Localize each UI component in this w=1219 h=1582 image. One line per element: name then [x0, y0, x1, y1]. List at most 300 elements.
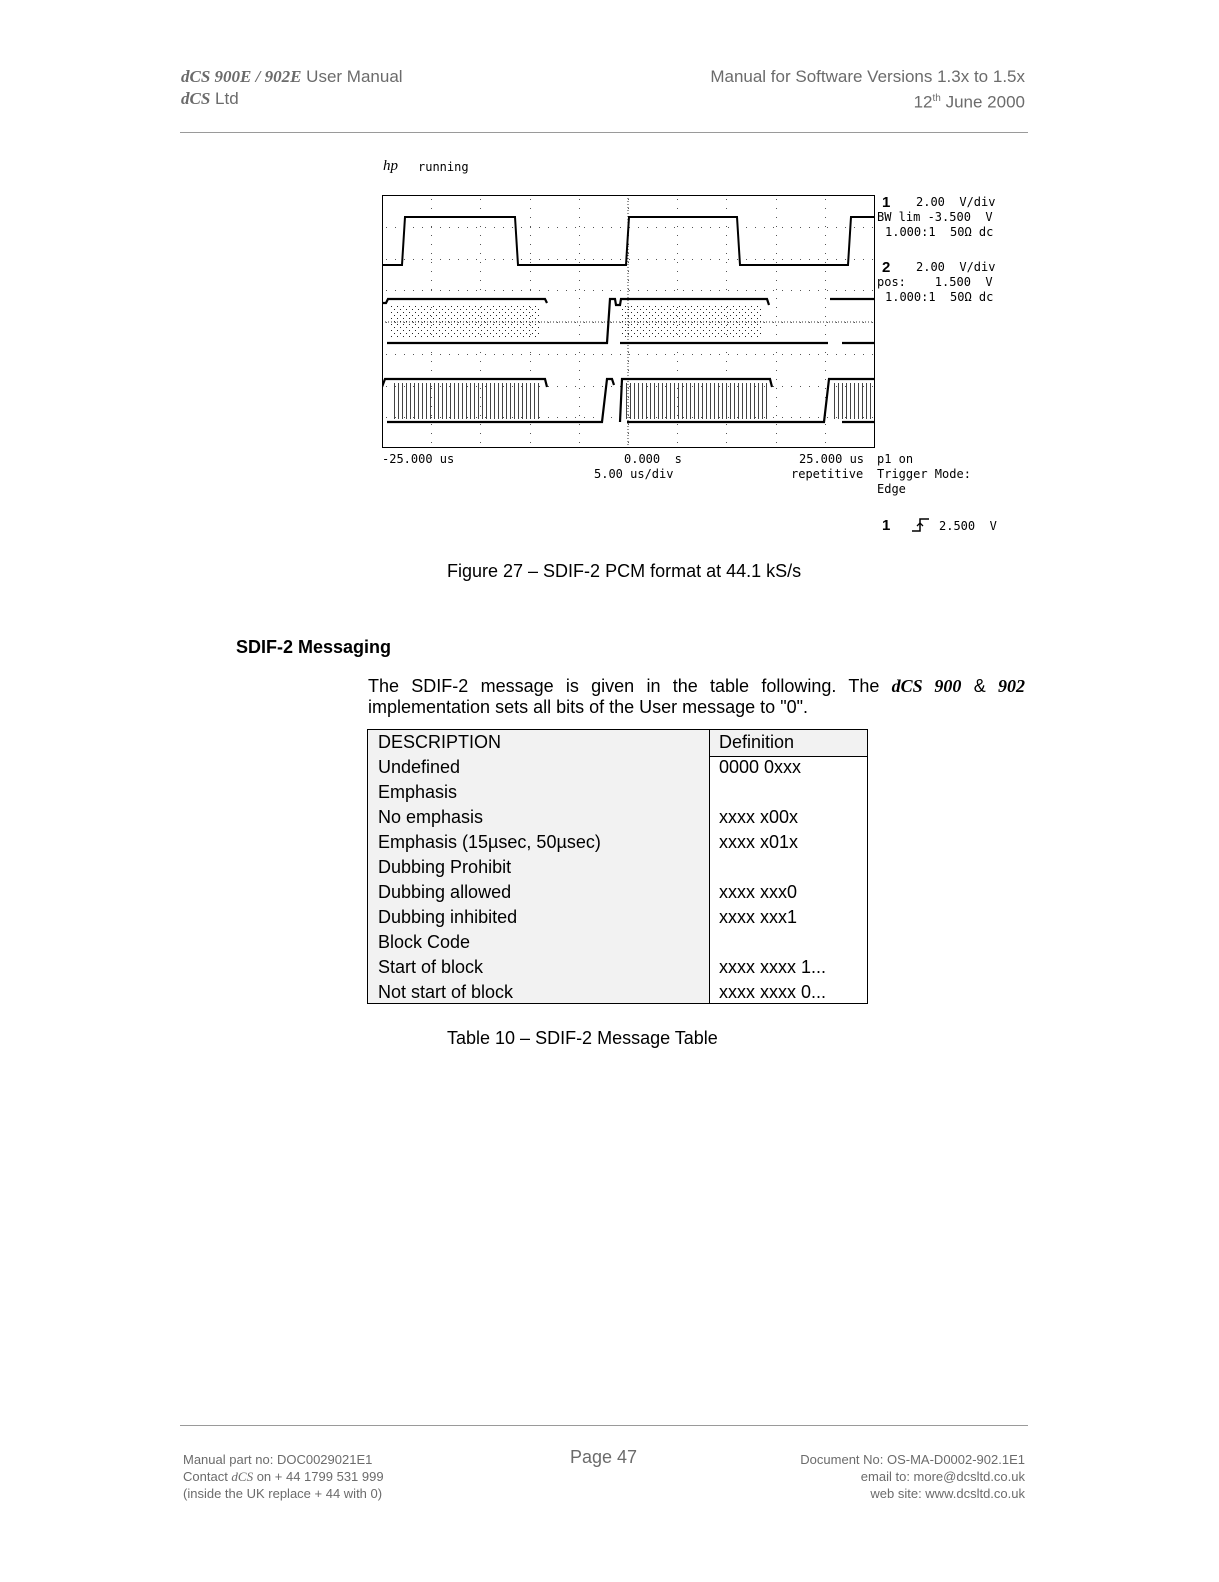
grid-dot [726, 442, 727, 443]
grid-dot [809, 227, 810, 228]
grid-dot [677, 208, 678, 209]
grid-dot [638, 290, 639, 291]
table-header-definition: Definition [719, 732, 795, 752]
grid-dot [677, 424, 678, 425]
grid-dot [809, 354, 810, 355]
grid-dot [836, 227, 837, 228]
header-title: dCS 900E / 902E User Manual [181, 67, 403, 86]
grid-dot [579, 379, 580, 380]
grid-dot [825, 244, 826, 245]
trigger-level: 2.500 V [939, 519, 997, 533]
grid-dot [719, 290, 720, 291]
grid-dot [872, 322, 873, 323]
grid-dot [575, 322, 576, 323]
grid-dot [440, 227, 441, 228]
table-header-row [368, 730, 868, 755]
grid-dot [776, 217, 777, 218]
grid-dot [485, 259, 486, 260]
grid-dot [683, 227, 684, 228]
grid-dot [825, 208, 826, 209]
table-row: No emphasis xxxx x00x [378, 807, 799, 827]
grid-dot [647, 227, 648, 228]
grid-dot [854, 322, 855, 323]
header-rule [180, 132, 1028, 133]
grid-dot [776, 298, 777, 299]
grid-dot [628, 271, 629, 272]
grid-dot [818, 259, 819, 260]
grid-dot [458, 354, 459, 355]
grid-dot [485, 290, 486, 291]
grid-dot [449, 259, 450, 260]
grid-dot [825, 379, 826, 380]
figure-caption: Figure 27 – SDIF-2 PCM format at 44.1 kS/s [447, 561, 802, 581]
grid-dot [593, 259, 594, 260]
grid-dot [579, 199, 580, 200]
grid-dot [677, 253, 678, 254]
grid-dot [530, 352, 531, 353]
grid-dot [593, 417, 594, 418]
grid-dot [530, 424, 531, 425]
table-row: Dubbing Prohibit [378, 857, 512, 877]
grid-dot [825, 289, 826, 290]
grid-dot [755, 354, 756, 355]
grid-dot [825, 388, 826, 389]
grid-dot [773, 386, 774, 387]
grid-dot [503, 259, 504, 260]
grid-dot [480, 424, 481, 425]
grid-dot [480, 442, 481, 443]
grid-dot [773, 417, 774, 418]
grid-dot [710, 290, 711, 291]
grid-dot [836, 322, 837, 323]
grid-dot [579, 235, 580, 236]
grid-dot [776, 415, 777, 416]
grid-dot [726, 289, 727, 290]
grid-dot [776, 262, 777, 263]
grid-dot [638, 227, 639, 228]
grid-dot [530, 217, 531, 218]
grid-dot [431, 424, 432, 425]
footer-email[interactable]: email to: more@dcsltd.co.uk [860, 1469, 1025, 1484]
grid-dot [776, 280, 777, 281]
grid-dot [575, 259, 576, 260]
grid-dot [458, 227, 459, 228]
grid-dot [386, 354, 387, 355]
grid-dot [476, 290, 477, 291]
grid-dot [593, 290, 594, 291]
grid-dot [557, 354, 558, 355]
grid-dot [791, 354, 792, 355]
grid-dot [656, 354, 657, 355]
grid-dot [776, 199, 777, 200]
grid-dot [628, 280, 629, 281]
grid-dot [825, 226, 826, 227]
grid-dot [480, 280, 481, 281]
grid-dot [674, 290, 675, 291]
grid-dot [656, 227, 657, 228]
grid-dot [845, 322, 846, 323]
grid-dot [579, 370, 580, 371]
grid-dot [386, 322, 387, 323]
grid-dot [726, 208, 727, 209]
grid-dot [440, 259, 441, 260]
grid-dot [872, 227, 873, 228]
grid-dot [710, 259, 711, 260]
grid-dot [665, 290, 666, 291]
grid-dot [611, 290, 612, 291]
grid-dot [818, 290, 819, 291]
grid-dot [776, 370, 777, 371]
grid-dot [413, 259, 414, 260]
grid-dot [566, 354, 567, 355]
grid-dot [701, 354, 702, 355]
grid-dot [825, 325, 826, 326]
grid-dot [431, 442, 432, 443]
grid-dot [579, 433, 580, 434]
grid-dot [579, 397, 580, 398]
grid-dot [584, 322, 585, 323]
grid-dot [530, 280, 531, 281]
table-header-description: DESCRIPTION [378, 732, 502, 752]
grid-dot [726, 253, 727, 254]
grid-dot [579, 226, 580, 227]
time-center: 0.000 s [624, 452, 682, 466]
channel-1-coupling: 1.000:1 50Ω dc [885, 225, 994, 239]
grid-dot [467, 290, 468, 291]
grid-dot [825, 199, 826, 200]
grid-dot [530, 259, 531, 260]
grid-dot [628, 199, 629, 200]
grid-dot [764, 322, 765, 323]
channel-2-trace-a [382, 299, 874, 343]
grid-dot [726, 271, 727, 272]
footer-uk-note: (inside the UK replace + 44 with 0) [183, 1486, 383, 1501]
brand-name: dCS 900E / 902E [181, 67, 302, 86]
grid-dot [579, 388, 580, 389]
grid-dot [692, 259, 693, 260]
grid-dot [827, 417, 828, 418]
grid-dot [539, 354, 540, 355]
grid-dot [764, 290, 765, 291]
grid-dot [677, 352, 678, 353]
grid-dot [579, 208, 580, 209]
grid-dot [530, 271, 531, 272]
grid-dot [825, 235, 826, 236]
grid-dot [602, 322, 603, 323]
grid-dot [458, 290, 459, 291]
header-versions: Manual for Software Versions 1.3x to 1.5x [710, 67, 1025, 86]
grid-dot [782, 354, 783, 355]
grid-dot [480, 361, 481, 362]
grid-dot [737, 290, 738, 291]
grid-dot [575, 386, 576, 387]
grid-dot [800, 259, 801, 260]
grid-dot [548, 290, 549, 291]
grid-dot [825, 253, 826, 254]
grid-dot [776, 244, 777, 245]
channel-2-trace-b [382, 379, 874, 422]
grid-dot [480, 253, 481, 254]
grid-dot [825, 307, 826, 308]
grid-dot [512, 227, 513, 228]
grid-dot [431, 226, 432, 227]
grid-dot [629, 354, 630, 355]
grid-dot [800, 290, 801, 291]
grid-dot [503, 354, 504, 355]
grid-dot [776, 316, 777, 317]
grid-dot [548, 417, 549, 418]
grid-dot [755, 290, 756, 291]
grid-dot [431, 208, 432, 209]
grid-dot [726, 370, 727, 371]
grid-dot [719, 227, 720, 228]
grid-dot [422, 354, 423, 355]
grid-dot [557, 259, 558, 260]
grid-dot [575, 227, 576, 228]
grid-dot [530, 354, 531, 355]
grid-dot [566, 386, 567, 387]
grid-dot [530, 370, 531, 371]
grid-dot [791, 322, 792, 323]
grid-dot [825, 262, 826, 263]
grid-dot [628, 370, 629, 371]
grid-dot [413, 354, 414, 355]
grid-dot [737, 259, 738, 260]
grid-dot [548, 386, 549, 387]
grid-dot [431, 289, 432, 290]
grid-dot [782, 322, 783, 323]
grid-dot [726, 352, 727, 353]
grid-dot [776, 442, 777, 443]
grid-dot [431, 253, 432, 254]
grid-dot [773, 259, 774, 260]
grid-dot [677, 280, 678, 281]
grid-dot [530, 199, 531, 200]
grid-dot [431, 290, 432, 291]
grid-dot [726, 262, 727, 263]
grid-dot [584, 227, 585, 228]
grid-dot [480, 370, 481, 371]
grid-dot [791, 290, 792, 291]
grid-dot [480, 271, 481, 272]
grid-dot [431, 354, 432, 355]
grid-dot [827, 354, 828, 355]
grid-dot [809, 417, 810, 418]
grid-dot [579, 262, 580, 263]
grid-dot [395, 354, 396, 355]
grid-dot [386, 290, 387, 291]
grid-dot [755, 259, 756, 260]
grid-dot [683, 354, 684, 355]
time-left: -25.000 us [382, 452, 455, 466]
grid-dot [611, 259, 612, 260]
grid-dot [620, 290, 621, 291]
grid-dot [431, 262, 432, 263]
grid-dot [776, 433, 777, 434]
grid-dot [480, 226, 481, 227]
grid-dot [776, 271, 777, 272]
grid-dot [863, 354, 864, 355]
grid-dot [665, 259, 666, 260]
grid-dot [584, 386, 585, 387]
grid-dot [467, 354, 468, 355]
table-row: Dubbing inhibited xxxx xxx1 [378, 907, 798, 927]
grid-dot [480, 289, 481, 290]
time-right: 25.000 us [799, 452, 865, 466]
table-row: Dubbing allowed xxxx xxx0 [378, 882, 798, 902]
grid-dot [494, 354, 495, 355]
grid-dot [863, 290, 864, 291]
grid-dot [512, 354, 513, 355]
grid-dot [480, 208, 481, 209]
grid-dot [773, 322, 774, 323]
grid-dot [818, 354, 819, 355]
grid-dot [467, 259, 468, 260]
grid-dot [431, 352, 432, 353]
grid-dot [656, 259, 657, 260]
grid-dot [480, 244, 481, 245]
grid-dot [530, 244, 531, 245]
grid-dot [677, 370, 678, 371]
grid-dot [773, 290, 774, 291]
grid-dot [638, 259, 639, 260]
grid-dot [818, 227, 819, 228]
grid-dot [872, 386, 873, 387]
grid-dot [647, 354, 648, 355]
grid-dot [395, 259, 396, 260]
table-row: Block Code [378, 932, 471, 952]
grid-dot [677, 289, 678, 290]
grid-dot [494, 227, 495, 228]
grid-dot [746, 227, 747, 228]
grid-dot [512, 259, 513, 260]
grid-dot [611, 227, 612, 228]
grid-dot [776, 253, 777, 254]
grid-dot [431, 199, 432, 200]
grid-dot [776, 325, 777, 326]
grid-dot [665, 227, 666, 228]
grid-dot [579, 325, 580, 326]
grid-dot [422, 259, 423, 260]
grid-dot [530, 290, 531, 291]
grid-dot [782, 227, 783, 228]
grid-dot [737, 354, 738, 355]
grid-dot [683, 290, 684, 291]
grid-dot [602, 290, 603, 291]
table-row: Emphasis (15µsec, 50µsec) xxxx x01x [378, 832, 799, 852]
grid-dot [683, 259, 684, 260]
grid-dot [726, 280, 727, 281]
grid-dot [485, 227, 486, 228]
grid-dot [584, 290, 585, 291]
grid-dot [728, 354, 729, 355]
footer-doc-no: Document No: OS-MA-D0002-902.1E1 [800, 1452, 1025, 1467]
trigger-channel: 1 [882, 517, 891, 534]
grid-dot [575, 290, 576, 291]
grid-dot [503, 290, 504, 291]
grid-dot [440, 290, 441, 291]
header-company: dCS Ltd [181, 89, 239, 108]
footer-rule [180, 1425, 1028, 1426]
grid-dot [530, 262, 531, 263]
grid-dot [710, 354, 711, 355]
grid-dot [557, 290, 558, 291]
grid-dot [431, 433, 432, 434]
footer-website[interactable]: web site: www.dcsltd.co.uk [870, 1486, 1025, 1501]
grid-dot [404, 290, 405, 291]
grid-dot [404, 259, 405, 260]
grid-dot [539, 290, 540, 291]
grid-dot [579, 406, 580, 407]
channel-1-bw: BW lim -3.500 V [877, 210, 993, 224]
grid-dot [872, 290, 873, 291]
grid-dot [845, 259, 846, 260]
grid-dot [726, 235, 727, 236]
grid-dot [726, 433, 727, 434]
footer-part-no: Manual part no: DOC0029021E1 [183, 1452, 373, 1467]
grid-dot [539, 227, 540, 228]
grid-dot [579, 307, 580, 308]
grid-dot [825, 433, 826, 434]
grid-dot [677, 235, 678, 236]
grid-dot [566, 227, 567, 228]
grid-dot [776, 379, 777, 380]
grid-dot [480, 433, 481, 434]
grid-dot [628, 208, 629, 209]
grid-dot [386, 417, 387, 418]
grid-dot [776, 424, 777, 425]
grid-dot [628, 262, 629, 263]
grid-dot [677, 199, 678, 200]
grid-dot [827, 290, 828, 291]
grid-dot [726, 361, 727, 362]
grid-dot [422, 290, 423, 291]
table-row: Start of block xxxx xxxx 1... [378, 957, 827, 977]
grid-dot [692, 227, 693, 228]
grid-dot [746, 290, 747, 291]
grid-dot [825, 280, 826, 281]
grid-dot [677, 244, 678, 245]
grid-dot [827, 322, 828, 323]
grid-dot [755, 227, 756, 228]
grid-dot [467, 227, 468, 228]
grid-dot [719, 259, 720, 260]
grid-dot [791, 417, 792, 418]
grid-dot [480, 235, 481, 236]
grid-dot [584, 259, 585, 260]
trigger-type: Edge [877, 482, 906, 496]
brand-name: dCS [181, 89, 211, 108]
grid-dot [431, 361, 432, 362]
channel-2-coupling: 1.000:1 50Ω dc [885, 290, 994, 304]
grid-dot [404, 354, 405, 355]
grid-dot [728, 290, 729, 291]
grid-dot [521, 290, 522, 291]
page-number: Page 47 [570, 1447, 638, 1467]
grid-dot [449, 290, 450, 291]
grid-dot [629, 290, 630, 291]
grid-dot [800, 227, 801, 228]
grid-dot [710, 227, 711, 228]
grid-dot [575, 417, 576, 418]
section-paragraph: The SDIF-2 message is given in the table following. The dCS 900 & 902 implementation sets all bits of the User message to "0". [368, 676, 1025, 717]
grid-dot [386, 386, 387, 387]
grid-dot [701, 290, 702, 291]
grid-dot [728, 259, 729, 260]
oscilloscope-trace [382, 195, 876, 449]
footer-contact: Contact dCS on + 44 1799 531 999 [183, 1469, 384, 1484]
grid-dot [579, 271, 580, 272]
